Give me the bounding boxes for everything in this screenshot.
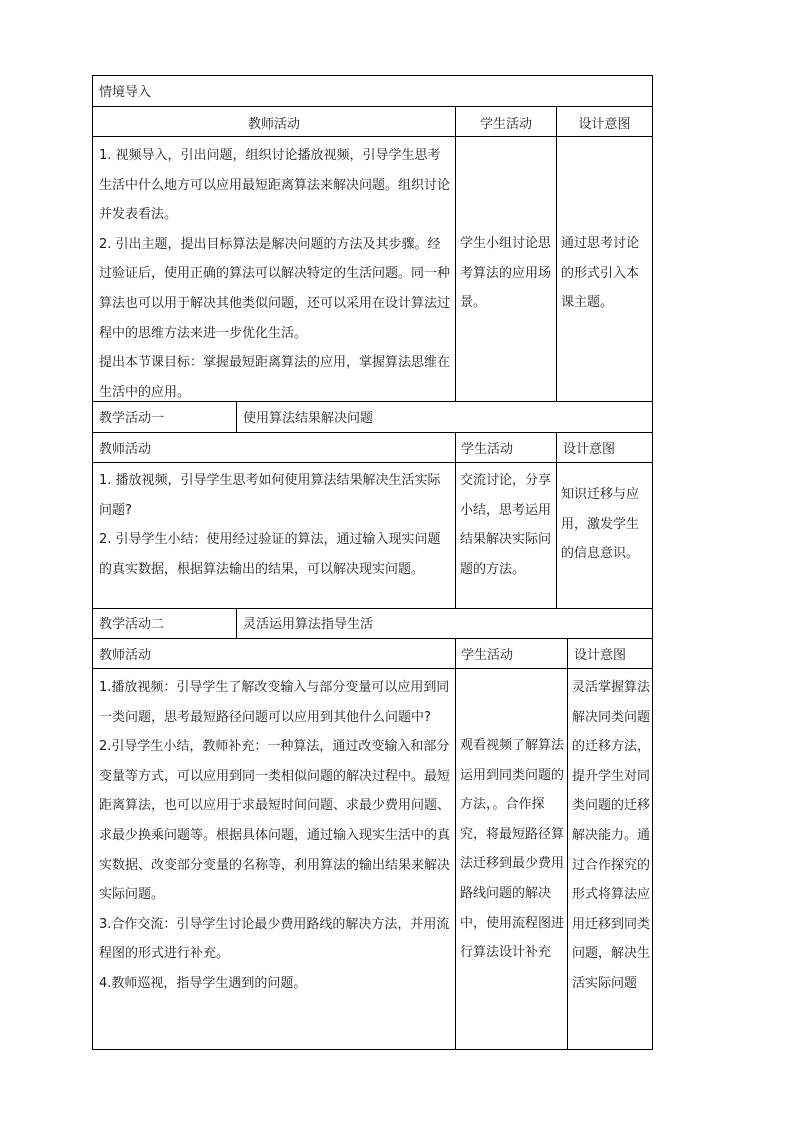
student-activity-content: 学生小组讨论思考算法的应用场景。 — [460, 236, 552, 311]
teacher-activity-paragraph: 2. 引出主题，提出目标算法是解决问题的方法及其步骤。经过验证后，使用正确的算法可以解决特定的生活问题。同一种算法也可以用于解决其他类似问题，还可以采用在设计算法过程中的思维方法来进一步优化生活。 — [99, 236, 451, 341]
design-intent-header: 设计意图 — [574, 648, 627, 663]
table-border — [92, 432, 653, 433]
design-intent-header: 设计意图 — [578, 117, 631, 132]
table-border — [92, 136, 653, 137]
teacher-activity-paragraph: 2. 引导学生小结：使用经过验证的算法，通过输入现实问题的真实数据，根据算法输出的结果，可以解决现实问题。 — [99, 532, 441, 577]
teacher-activity-header: 教师活动 — [99, 442, 152, 457]
teacher-activity-header: 教师活动 — [247, 117, 300, 132]
table-border — [236, 608, 237, 638]
teacher-activity-header: 教师活动 — [99, 648, 152, 663]
activity-label: 教学活动一 — [99, 411, 165, 426]
table-border — [455, 106, 456, 401]
student-activity-content: 观看视频了解算法运用到同类问题的方法，。合作探究，将最短路径算法迁移到最少费用路线问题的解决中，使用流程图进行算法设计补充 — [460, 738, 565, 961]
student-activity-header: 学生活动 — [479, 117, 532, 132]
student-activity-header: 学生活动 — [461, 648, 514, 663]
table-border — [567, 638, 568, 1049]
teacher-activity-content — [99, 466, 451, 606]
section-title: 情境导入 — [99, 85, 152, 100]
table-border — [652, 75, 653, 1050]
teacher-activity-paragraph: 1.播放视频：引导学生了解改变输入与部分变量可以应用到同一类问题，思考最短路径问题可以应用到其他什么问题中? — [99, 680, 450, 725]
teacher-activity-paragraph: 1. 播放视频，引导学生思考如何使用算法结果解决生活实际问题? — [99, 473, 441, 518]
table-border — [455, 432, 456, 608]
table-border — [455, 638, 456, 1049]
table-border — [92, 75, 653, 76]
design-intent-content: 知识迁移与应用，激发学生的信息意识。 — [561, 487, 640, 562]
teacher-activity-content — [99, 673, 451, 1047]
student-activity-content: 交流讨论，分享小结，思考运用结果解决实际问题的方法。 — [460, 473, 552, 577]
teacher-activity-paragraph: 提出本节课目标：掌握最短距离算法的应用，掌握算法思维在生活中的应用。 — [99, 355, 451, 400]
table-border — [92, 1049, 653, 1050]
table-border — [92, 75, 93, 1050]
activity-label: 教学活动二 — [99, 617, 165, 632]
table-border — [92, 638, 653, 639]
table-border — [92, 668, 653, 669]
student-activity-header: 学生活动 — [461, 442, 514, 457]
teacher-activity-content — [99, 141, 451, 399]
activity-title: 灵活运用算法指导生活 — [243, 617, 374, 632]
table-border — [92, 462, 653, 463]
teacher-activity-paragraph: 1. 视频导入，引出问题，组织讨论播放视频，引导学生思考生活中什么地方可以应用最短距离算法来解决问题。组织讨论并发表看法。 — [99, 148, 451, 223]
teacher-activity-paragraph: 2.引导学生小结，教师补充：一种算法，通过改变输入和部分变量等方式，可以应用到同一类相似问题的解决过程中。最短距离算法，也可以应用于求最短时间问题、求最少费用问题、求最少换乘问题等。根据具体问题，通过输入现实生活中的真实数据、改变部分变量的名称等，利用算法的输出结果来解决实际问题。 — [99, 739, 451, 903]
teacher-activity-paragraph: 3.合作交流：引导学生讨论最少费用路线的解决方法，并用流程图的形式进行补充。 — [99, 916, 450, 962]
design-intent-content: 灵活掌握算法解决同类问题的迁移方法，提升学生对同类问题的迁移解决能力。通过合作探究的形式将算法应用迁移到同类问题，解决生活实际问题 — [572, 680, 651, 991]
design-intent-header: 设计意图 — [563, 442, 616, 457]
table-border — [92, 106, 653, 107]
teacher-activity-paragraph: 4.教师巡视，指导学生遇到的问题。 — [99, 975, 307, 991]
design-intent-content: 通过思考讨论的形式引入本课主题。 — [561, 236, 640, 311]
table-border — [556, 432, 557, 608]
activity-title: 使用算法结果解决问题 — [243, 411, 374, 426]
table-border — [92, 608, 653, 609]
table-border — [556, 106, 557, 401]
